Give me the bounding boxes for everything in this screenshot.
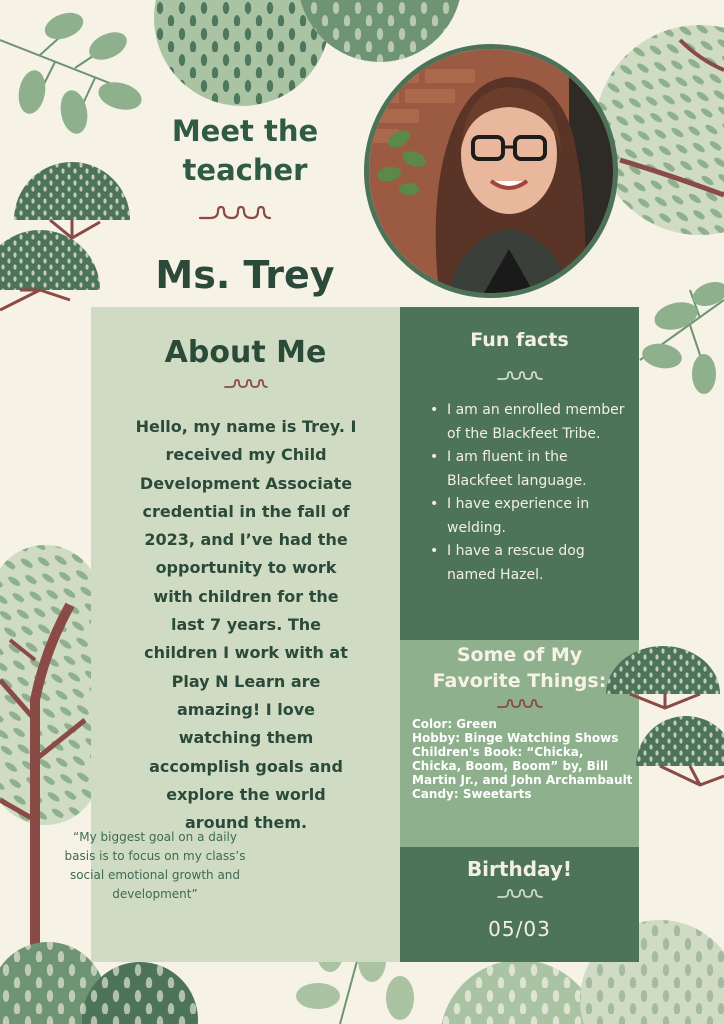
list-item: Candy: Sweetarts: [412, 787, 532, 801]
tree-icon: [0, 230, 100, 310]
list-item: • I have experience in welding.: [428, 493, 634, 540]
fun-facts-list: [428, 399, 634, 587]
title-line-1: Meet the: [171, 114, 319, 148]
birthday-title: Birthday!: [466, 857, 573, 881]
favorite-things-panel: [400, 640, 639, 847]
list-item: • I am an enrolled member of the Blackfeet Tribe.: [428, 399, 634, 446]
list-item: Hobby: Binge Watching Shows: [412, 731, 619, 745]
birthday-panel: [400, 847, 639, 962]
list-item: • I have a rescue dog named Hazel.: [428, 540, 634, 587]
teacher-quote: “My biggest goal on a daily basis is to focus on my class’s social emotional growth and development”: [64, 830, 246, 901]
top-circle-left: [154, 0, 330, 106]
squiggle-divider-icon: [496, 889, 544, 901]
squiggle-divider-icon: [496, 371, 544, 383]
squiggle-divider-icon: [496, 699, 544, 711]
squiggle-divider-icon: [223, 379, 269, 391]
list-item: • I am fluent in the Blackfeet language.: [428, 446, 634, 493]
teacher-name: Ms. Trey: [155, 253, 335, 297]
squiggle-divider-icon: [198, 206, 272, 224]
birthday-date: 05/03: [488, 917, 551, 941]
favorite-title-line-1: Some of My: [456, 644, 583, 666]
favorite-things-title: [400, 642, 639, 694]
favorite-things-list: [412, 717, 636, 801]
tree-icon: [14, 162, 130, 238]
leaf-branch-icon: [640, 278, 724, 394]
teacher-photo: [364, 44, 618, 298]
favorite-title-line-2: Favorite Things:: [432, 670, 607, 692]
about-me-text: Hello, my name is Trey. I received my Child Development Associate credential in the fall of 2023, and I’ve had the opportunity to work with children for the last 7 years. The children I work with at Play N Learn are amazing! I love watching them accomplish goals and explore the world around them.: [135, 417, 357, 833]
list-item: Children's Book: “Chicka, Chicka, Boom, Boom” by, Bill Martin Jr., and John Archambault: [412, 745, 633, 787]
fun-facts-panel: [400, 307, 639, 640]
tree-icon: [595, 25, 724, 235]
fun-facts-title: Fun facts: [470, 329, 569, 351]
page-title: [140, 112, 350, 190]
title-line-2: teacher: [182, 153, 308, 187]
about-me-title: About Me: [164, 335, 327, 370]
list-item: Color: Green: [412, 717, 497, 731]
